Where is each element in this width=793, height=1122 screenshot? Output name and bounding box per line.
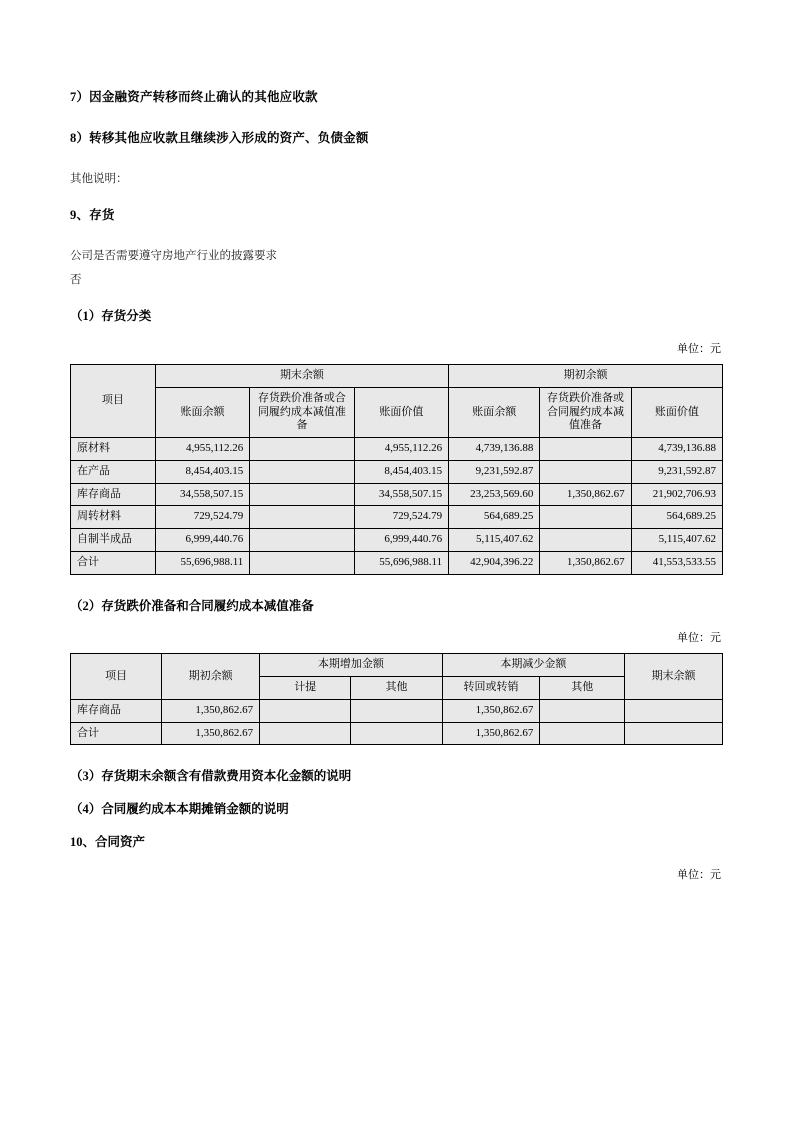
cell-closing-provision — [250, 506, 354, 529]
header-item: 项目 — [71, 654, 162, 700]
cell-opening-provision — [540, 529, 631, 552]
heading-inventory-classification: （1）存货分类 — [70, 309, 152, 324]
cell-closing-balance: 729,524.79 — [155, 506, 250, 529]
cell-opening-provision — [540, 506, 631, 529]
cell-closing-balance — [625, 699, 723, 722]
inventory-classification-table — [70, 364, 723, 575]
header-opening-balance: 期初余额 — [162, 654, 260, 700]
cell-opening-balance: 564,689.25 — [449, 506, 540, 529]
row-label: 库存商品 — [71, 483, 156, 506]
table-row — [71, 699, 723, 722]
header-closing-provision: 存货跌价准备或合同履约成本减值准备 — [250, 387, 354, 437]
cell-opening-provision: 1,350,862.67 — [540, 483, 631, 506]
cell-closing-provision — [250, 483, 354, 506]
cell-closing-value: 34,558,507.15 — [354, 483, 449, 506]
cell-accrual — [260, 699, 351, 722]
table-header-row-sub — [71, 387, 723, 437]
header-opening-provision: 存货跌价准备或合同履约成本减值准备 — [540, 387, 631, 437]
table-row — [71, 529, 723, 552]
cell-opening-balance: 5,115,407.62 — [449, 529, 540, 552]
header-other-decrease: 其他 — [540, 677, 625, 700]
cell-opening-value: 4,739,136.88 — [631, 438, 722, 461]
cell-closing-provision — [250, 438, 354, 461]
cell-opening-value: 21,902,706.93 — [631, 483, 722, 506]
cell-closing-balance: 8,454,403.15 — [155, 460, 250, 483]
cell-opening-balance: 1,350,862.67 — [162, 722, 260, 745]
cell-closing-value: 8,454,403.15 — [354, 460, 449, 483]
cell-closing-value: 55,696,988.11 — [354, 551, 449, 574]
cell-accrual — [260, 722, 351, 745]
unit-label-provision-table: 单位：元 — [677, 632, 721, 645]
header-increase-group: 本期增加金额 — [260, 654, 443, 677]
header-opening-book-balance: 账面余额 — [449, 387, 540, 437]
cell-opening-value: 564,689.25 — [631, 506, 722, 529]
cell-opening-provision: 1,350,862.67 — [540, 551, 631, 574]
row-label: 在产品 — [71, 460, 156, 483]
row-label: 原材料 — [71, 438, 156, 461]
real-estate-disclosure-question: 公司是否需要遵守房地产行业的披露要求 — [70, 249, 277, 262]
cell-opening-value: 9,231,592.87 — [631, 460, 722, 483]
table-row-total — [71, 551, 723, 574]
heading-item-8: 8）转移其他应收款且继续涉入形成的资产、负债金额 — [70, 130, 369, 145]
cell-closing-balance: 55,696,988.11 — [155, 551, 250, 574]
cell-other-increase — [351, 699, 442, 722]
cell-other-decrease — [540, 699, 625, 722]
cell-closing-value: 4,955,112.26 — [354, 438, 449, 461]
header-opening-book-value: 账面价值 — [631, 387, 722, 437]
header-closing-group: 期末余额 — [155, 365, 448, 388]
heading-item-10-contract-assets: 10、合同资产 — [70, 834, 146, 849]
table-row — [71, 460, 723, 483]
cell-closing-balance: 6,999,440.76 — [155, 529, 250, 552]
cell-opening-provision — [540, 438, 631, 461]
header-other-increase: 其他 — [351, 677, 442, 700]
heading-inventory-provision: （2）存货跌价准备和合同履约成本减值准备 — [70, 598, 314, 613]
header-item: 项目 — [71, 365, 156, 438]
row-label: 合计 — [71, 722, 162, 745]
heading-contract-cost-amortization: （4）合同履约成本本期摊销金额的说明 — [70, 802, 289, 817]
header-closing-book-balance: 账面余额 — [155, 387, 250, 437]
heading-item-7: 7）因金融资产转移而终止确认的其他应收款 — [70, 90, 318, 104]
header-decrease-group: 本期减少金额 — [442, 654, 625, 677]
cell-closing-balance — [625, 722, 723, 745]
cell-reversal: 1,350,862.67 — [442, 699, 540, 722]
row-label: 合计 — [71, 551, 156, 574]
table-row — [71, 483, 723, 506]
row-label: 自制半成品 — [71, 529, 156, 552]
inventory-provision-table — [70, 653, 723, 745]
cell-closing-provision — [250, 460, 354, 483]
heading-inventory-capitalized-interest: （3）存货期末余额含有借款费用资本化金额的说明 — [70, 769, 352, 784]
cell-opening-balance: 4,739,136.88 — [449, 438, 540, 461]
heading-item-9-inventory: 9、存货 — [70, 207, 115, 222]
cell-closing-value: 6,999,440.76 — [354, 529, 449, 552]
unit-label-contract-assets: 单位：元 — [677, 868, 721, 881]
cell-closing-provision — [250, 529, 354, 552]
row-label: 库存商品 — [71, 699, 162, 722]
cell-opening-balance: 23,253,569.60 — [449, 483, 540, 506]
cell-closing-balance: 34,558,507.15 — [155, 483, 250, 506]
unit-label-inventory-table: 单位：元 — [677, 343, 721, 356]
cell-opening-provision — [540, 460, 631, 483]
cell-closing-balance: 4,955,112.26 — [155, 438, 250, 461]
cell-other-increase — [351, 722, 442, 745]
header-closing-balance: 期末余额 — [625, 654, 723, 700]
table-row-total — [71, 722, 723, 745]
table-header-row — [71, 365, 723, 388]
table-row — [71, 506, 723, 529]
cell-opening-value: 5,115,407.62 — [631, 529, 722, 552]
header-accrual: 计提 — [260, 677, 351, 700]
cell-closing-provision — [250, 551, 354, 574]
table-row — [71, 438, 723, 461]
cell-opening-value: 41,553,533.55 — [631, 551, 722, 574]
cell-opening-balance: 1,350,862.67 — [162, 699, 260, 722]
cell-reversal: 1,350,862.67 — [442, 722, 540, 745]
other-note-label: 其他说明： — [70, 172, 128, 185]
table-header-row — [71, 654, 723, 677]
cell-opening-balance: 9,231,592.87 — [449, 460, 540, 483]
cell-opening-balance: 42,904,396.22 — [449, 551, 540, 574]
header-opening-group: 期初余额 — [449, 365, 723, 388]
header-closing-book-value: 账面价值 — [354, 387, 449, 437]
real-estate-disclosure-answer: 否 — [70, 274, 82, 287]
row-label: 周转材料 — [71, 506, 156, 529]
cell-other-decrease — [540, 722, 625, 745]
cell-closing-value: 729,524.79 — [354, 506, 449, 529]
header-reversal: 转回或转销 — [442, 677, 540, 700]
